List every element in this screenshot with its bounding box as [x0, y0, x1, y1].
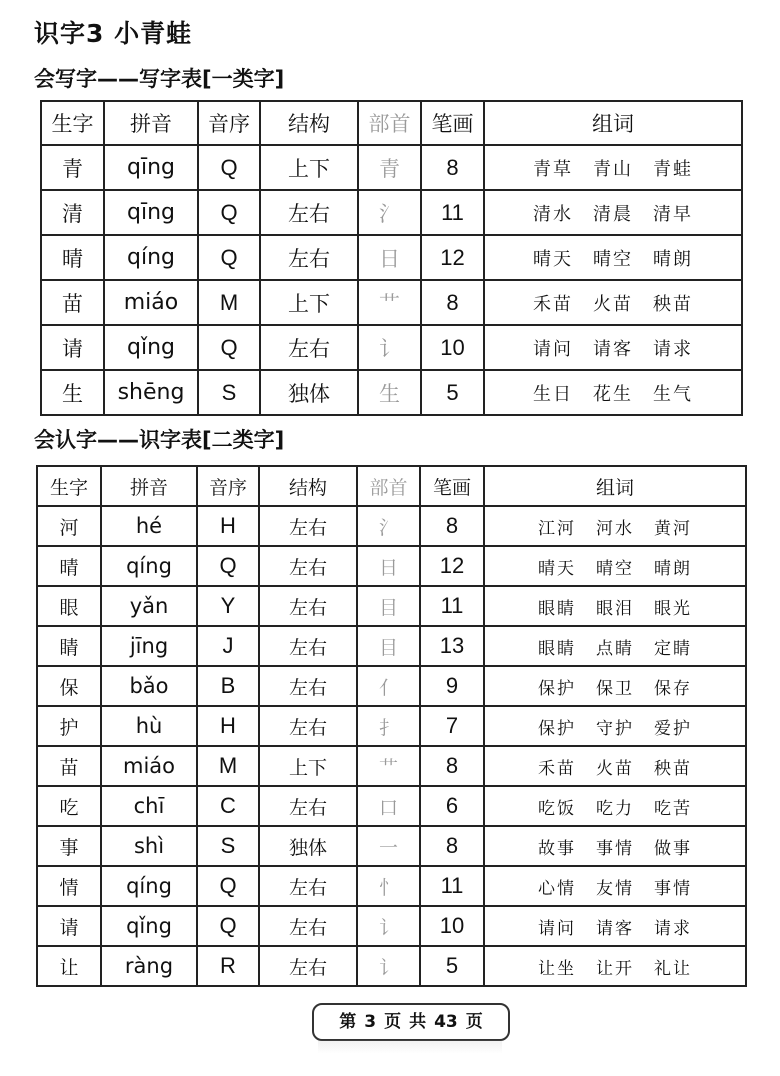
table-row: [37, 626, 746, 666]
order-cell: M: [197, 746, 259, 786]
order-cell: B: [197, 666, 259, 706]
char-cell: 青: [41, 145, 104, 190]
pinyin-cell: qǐng: [101, 906, 197, 946]
word-item: 秧苗: [654, 758, 692, 779]
words-cell: [484, 706, 746, 746]
word-item: 请问: [533, 338, 573, 360]
words-cell: [484, 145, 742, 190]
table-row: [37, 506, 746, 546]
table-row: [41, 325, 742, 370]
header-pinyin: 拼音: [104, 101, 198, 145]
word-item: 秧苗: [653, 293, 693, 315]
word-item: 礼让: [654, 958, 692, 979]
pinyin-cell: ràng: [101, 946, 197, 986]
read-characters-table: [36, 465, 747, 987]
pinyin-cell: qíng: [104, 235, 198, 280]
structure-cell: 左右: [259, 546, 357, 586]
word-item: 黄河: [654, 518, 692, 539]
word-item: 请客: [593, 338, 633, 360]
char-cell: 河: [37, 506, 101, 546]
table-row: [37, 906, 746, 946]
strokes-cell: 11: [420, 866, 484, 906]
strokes-cell: 8: [420, 746, 484, 786]
pinyin-cell: hù: [101, 706, 197, 746]
word-item: 吃苦: [654, 798, 692, 819]
words-cell: [484, 280, 742, 325]
word-item: 保存: [654, 678, 692, 699]
word-item: 眼睛: [538, 598, 576, 619]
structure-cell: 左右: [259, 946, 357, 986]
word-item: 故事: [538, 838, 576, 859]
footer-reflection: [318, 1040, 502, 1054]
word-item: 青蛙: [653, 158, 693, 180]
structure-cell: 左右: [259, 586, 357, 626]
word-item: 定睛: [654, 638, 692, 659]
header-radical: 部首: [358, 101, 421, 145]
strokes-cell: 10: [420, 906, 484, 946]
word-item: 晴天: [538, 558, 576, 579]
strokes-cell: 9: [420, 666, 484, 706]
word-item: 保护: [538, 678, 576, 699]
order-cell: Q: [197, 866, 259, 906]
header-strokes: 笔画: [420, 466, 484, 506]
structure-cell: 左右: [259, 666, 357, 706]
structure-cell: 左右: [260, 235, 358, 280]
word-item: 晴天: [533, 248, 573, 270]
table-row: [41, 145, 742, 190]
read-table-body: [37, 506, 746, 986]
radical-cell: 讠: [358, 325, 421, 370]
table-row: [37, 546, 746, 586]
char-cell: 苗: [41, 280, 104, 325]
word-item: 事情: [654, 878, 692, 899]
order-cell: Q: [197, 546, 259, 586]
char-cell: 睛: [37, 626, 101, 666]
word-item: 保卫: [596, 678, 634, 699]
header-order: 音序: [198, 101, 260, 145]
strokes-cell: 5: [421, 370, 484, 415]
structure-cell: 左右: [259, 866, 357, 906]
word-item: 吃饭: [538, 798, 576, 819]
word-item: 河水: [596, 518, 634, 539]
words-cell: [484, 190, 742, 235]
header-char: 生字: [37, 466, 101, 506]
radical-cell: 生: [358, 370, 421, 415]
structure-cell: 上下: [260, 280, 358, 325]
order-cell: Q: [198, 145, 260, 190]
words-cell: [484, 506, 746, 546]
radical-cell: 讠: [357, 906, 420, 946]
strokes-cell: 8: [420, 826, 484, 866]
header-order: 音序: [197, 466, 259, 506]
radical-cell: 亻: [357, 666, 420, 706]
structure-cell: 左右: [259, 786, 357, 826]
radical-cell: 日: [357, 546, 420, 586]
structure-cell: 左右: [260, 325, 358, 370]
radical-cell: 讠: [357, 946, 420, 986]
char-cell: 晴: [37, 546, 101, 586]
word-item: 晴朗: [653, 248, 693, 270]
char-cell: 眼: [37, 586, 101, 626]
words-cell: [484, 235, 742, 280]
strokes-cell: 8: [420, 506, 484, 546]
strokes-cell: 7: [420, 706, 484, 746]
words-cell: [484, 786, 746, 826]
pinyin-cell: miáo: [101, 746, 197, 786]
table-row: [41, 280, 742, 325]
write-characters-table: [40, 100, 743, 416]
word-item: 事情: [596, 838, 634, 859]
order-cell: R: [197, 946, 259, 986]
order-cell: M: [198, 280, 260, 325]
word-item: 禾苗: [533, 293, 573, 315]
header-words: 组词: [484, 466, 746, 506]
word-item: 生日: [533, 383, 573, 405]
table-row: [41, 190, 742, 235]
table-row: [37, 666, 746, 706]
structure-cell: 独体: [259, 826, 357, 866]
words-cell: [484, 586, 746, 626]
strokes-cell: 12: [420, 546, 484, 586]
strokes-cell: 10: [421, 325, 484, 370]
strokes-cell: 8: [421, 145, 484, 190]
radical-cell: 青: [358, 145, 421, 190]
page-prefix: 第: [339, 1012, 357, 1032]
page-title: 识字3 小青蛙: [34, 19, 193, 48]
radical-cell: 目: [357, 586, 420, 626]
table-row: [37, 826, 746, 866]
table-row: [37, 946, 746, 986]
word-item: 青山: [593, 158, 633, 180]
words-cell: [484, 906, 746, 946]
word-item: 花生: [593, 383, 633, 405]
word-item: 清早: [653, 203, 693, 225]
order-cell: S: [197, 826, 259, 866]
word-item: 请问: [538, 918, 576, 939]
total-pages: 43: [434, 1012, 458, 1032]
structure-cell: 左右: [259, 906, 357, 946]
char-cell: 请: [41, 325, 104, 370]
page-indicator: [312, 1003, 510, 1041]
word-item: 晴朗: [654, 558, 692, 579]
pinyin-cell: qíng: [101, 546, 197, 586]
header-structure: 结构: [260, 101, 358, 145]
table-row: [37, 786, 746, 826]
pinyin-cell: qǐng: [104, 325, 198, 370]
order-cell: C: [197, 786, 259, 826]
table-row: [41, 370, 742, 415]
structure-cell: 上下: [259, 746, 357, 786]
char-cell: 清: [41, 190, 104, 235]
radical-cell: 氵: [358, 190, 421, 235]
word-item: 生气: [653, 383, 693, 405]
structure-cell: 上下: [260, 145, 358, 190]
word-item: 火苗: [596, 758, 634, 779]
header-words: 组词: [484, 101, 742, 145]
word-item: 眼泪: [596, 598, 634, 619]
char-cell: 吃: [37, 786, 101, 826]
strokes-cell: 8: [421, 280, 484, 325]
word-item: 请求: [653, 338, 693, 360]
char-cell: 晴: [41, 235, 104, 280]
radical-cell: 扌: [357, 706, 420, 746]
words-cell: [484, 325, 742, 370]
strokes-cell: 12: [421, 235, 484, 280]
radical-cell: 口: [357, 786, 420, 826]
pinyin-cell: hé: [101, 506, 197, 546]
char-cell: 生: [41, 370, 104, 415]
strokes-cell: 5: [420, 946, 484, 986]
strokes-cell: 13: [420, 626, 484, 666]
structure-cell: 左右: [260, 190, 358, 235]
order-cell: H: [197, 706, 259, 746]
pinyin-cell: chī: [101, 786, 197, 826]
table-header-row: [41, 101, 742, 145]
order-cell: S: [198, 370, 260, 415]
structure-cell: 左右: [259, 706, 357, 746]
word-item: 心情: [538, 878, 576, 899]
char-cell: 苗: [37, 746, 101, 786]
radical-cell: 艹: [357, 746, 420, 786]
radical-cell: 一: [357, 826, 420, 866]
table-row: [37, 586, 746, 626]
table-row: [37, 746, 746, 786]
char-cell: 情: [37, 866, 101, 906]
word-item: 守护: [596, 718, 634, 739]
total-word: 共: [409, 1012, 427, 1032]
words-cell: [484, 546, 746, 586]
word-item: 让开: [596, 958, 634, 979]
word-item: 请客: [596, 918, 634, 939]
word-item: 保护: [538, 718, 576, 739]
radical-cell: 目: [357, 626, 420, 666]
pinyin-cell: qīng: [104, 145, 198, 190]
word-item: 做事: [654, 838, 692, 859]
pinyin-cell: bǎo: [101, 666, 197, 706]
strokes-cell: 11: [421, 190, 484, 235]
word-item: 爱护: [654, 718, 692, 739]
header-char: 生字: [41, 101, 104, 145]
order-cell: Q: [197, 906, 259, 946]
radical-cell: 氵: [357, 506, 420, 546]
section-title-read: 会认字——识字表[二类字]: [34, 428, 285, 452]
order-cell: H: [197, 506, 259, 546]
word-item: 让坐: [538, 958, 576, 979]
order-cell: J: [197, 626, 259, 666]
words-cell: [484, 746, 746, 786]
pinyin-cell: yǎn: [101, 586, 197, 626]
word-item: 清晨: [593, 203, 633, 225]
current-page: 3: [364, 1012, 377, 1032]
char-cell: 事: [37, 826, 101, 866]
char-cell: 让: [37, 946, 101, 986]
header-structure: 结构: [259, 466, 357, 506]
order-cell: Y: [197, 586, 259, 626]
order-cell: Q: [198, 325, 260, 370]
word-item: 点睛: [596, 638, 634, 659]
word-item: 吃力: [596, 798, 634, 819]
page-suffix: 页: [465, 1012, 483, 1032]
header-radical: 部首: [357, 466, 420, 506]
word-item: 请求: [654, 918, 692, 939]
words-cell: [484, 946, 746, 986]
structure-cell: 左右: [259, 506, 357, 546]
pinyin-cell: qīng: [104, 190, 198, 235]
word-item: 友情: [596, 878, 634, 899]
pinyin-cell: shēng: [104, 370, 198, 415]
structure-cell: 左右: [259, 626, 357, 666]
words-cell: [484, 666, 746, 706]
table-row: [37, 706, 746, 746]
table-row: [37, 866, 746, 906]
word-item: 江河: [538, 518, 576, 539]
section-title-write: 会写字——写字表[一类字]: [34, 67, 285, 91]
words-cell: [484, 826, 746, 866]
pinyin-cell: miáo: [104, 280, 198, 325]
header-pinyin: 拼音: [101, 466, 197, 506]
word-item: 禾苗: [538, 758, 576, 779]
char-cell: 请: [37, 906, 101, 946]
char-cell: 保: [37, 666, 101, 706]
word-item: 眼光: [654, 598, 692, 619]
write-table-body: [41, 145, 742, 415]
table-row: [41, 235, 742, 280]
page-word: 页: [384, 1012, 402, 1032]
radical-cell: 日: [358, 235, 421, 280]
radical-cell: 忄: [357, 866, 420, 906]
word-item: 眼睛: [538, 638, 576, 659]
word-item: 晴空: [596, 558, 634, 579]
header-strokes: 笔画: [421, 101, 484, 145]
word-item: 火苗: [593, 293, 633, 315]
words-cell: [484, 626, 746, 666]
words-cell: [484, 866, 746, 906]
strokes-cell: 6: [420, 786, 484, 826]
word-item: 晴空: [593, 248, 633, 270]
char-cell: 护: [37, 706, 101, 746]
words-cell: [484, 370, 742, 415]
pinyin-cell: shì: [101, 826, 197, 866]
order-cell: Q: [198, 190, 260, 235]
structure-cell: 独体: [260, 370, 358, 415]
word-item: 清水: [533, 203, 573, 225]
order-cell: Q: [198, 235, 260, 280]
word-item: 青草: [533, 158, 573, 180]
table-header-row: [37, 466, 746, 506]
radical-cell: 艹: [358, 280, 421, 325]
strokes-cell: 11: [420, 586, 484, 626]
pinyin-cell: jīng: [101, 626, 197, 666]
pinyin-cell: qíng: [101, 866, 197, 906]
